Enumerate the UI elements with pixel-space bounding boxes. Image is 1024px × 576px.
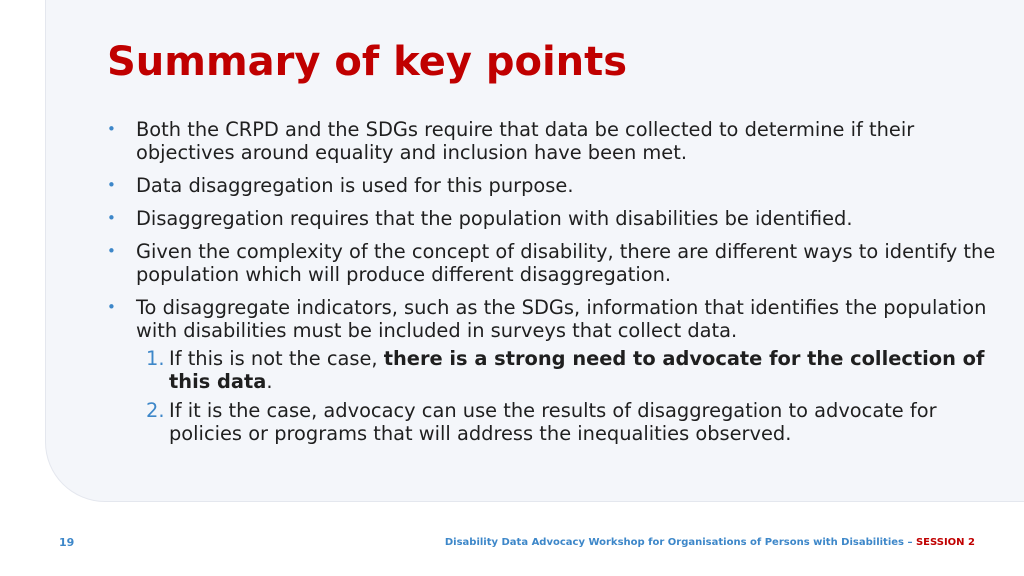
bullet-text: To disaggregate indicators, such as the SDGs, information that identifies the population with disabilities must be included in surveys that collect data. [136,296,987,342]
bullet-dot-icon: • [107,120,116,138]
bullet-dot-icon: • [107,176,116,194]
numbered-item [146,399,1002,445]
bullet-dot-icon: • [107,242,116,260]
bullet-item [107,118,1002,164]
footer-caption [445,537,975,548]
numbered-sublist [146,347,1002,445]
item-number: 1. [146,347,165,370]
bullet-text: Both the CRPD and the SDGs require that data be collected to determine if their objectives around equality and inclusion have been met. [136,118,915,164]
bullet-text: Data disaggregation is used for this purpose. [136,174,574,197]
footer-workshop-title: Disability Data Advocacy Workshop for Organisations of Persons with Disabilities – [444,537,916,548]
slide-title: Summary of key points [107,39,628,85]
item-number: 2. [146,399,165,422]
bullet-item [107,174,1002,197]
numbered-item [146,347,1002,393]
bullet-item [107,207,1002,230]
item-text-emphasis: there is a strong need to advocate for the collection of this data [169,347,985,393]
bullet-item [107,296,1002,445]
bullet-list [107,118,1002,455]
item-text-lead: If this is not the case, [169,347,384,370]
item-text: If it is the case, advocacy can use the results of disaggregation to advocate for policies or programs that will address the inequalities observed. [169,399,937,445]
page-number: 19 [59,536,75,549]
bullet-item [107,240,1002,286]
footer-session-label: SESSION 2 [915,537,975,548]
bullet-dot-icon: • [107,209,116,227]
item-text-end: . [266,370,273,393]
bullet-text: Given the complexity of the concept of disability, there are different ways to identify the population which will produce different disaggregation. [136,240,996,286]
bullet-text: Disaggregation requires that the population with disabilities be identified. [136,207,853,230]
bullet-dot-icon: • [107,298,116,316]
